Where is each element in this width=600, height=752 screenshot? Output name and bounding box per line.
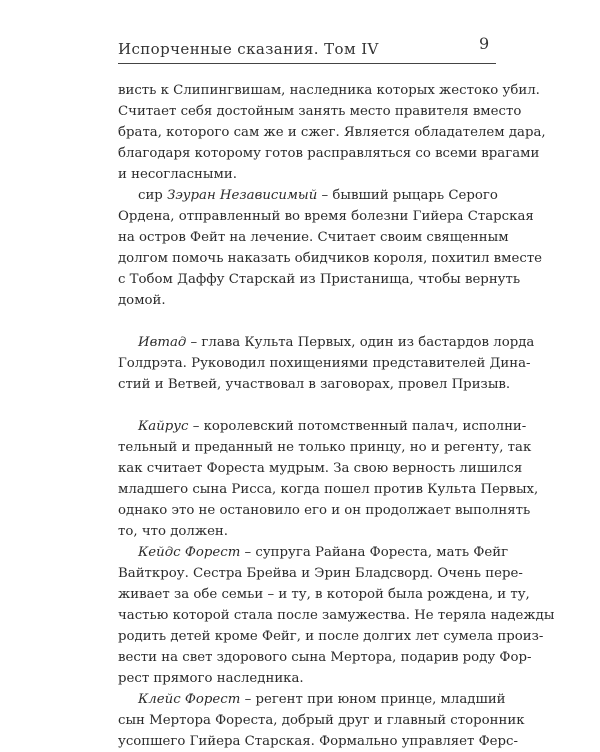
text-line: долгом помочь наказать обидчиков короля, похитил вместе (118, 251, 543, 266)
paragraph-kleis (118, 689, 525, 752)
paragraph-kairus (118, 416, 539, 542)
paragraph-ivtad (118, 332, 535, 395)
paragraph-keids (118, 542, 555, 689)
text-line: и несогласными. (118, 167, 237, 182)
header-rule (118, 63, 496, 64)
text-line: родить детей кроме Фейг, и после долгих лет сумела произ- (118, 629, 544, 644)
paragraph-spacer (118, 311, 502, 332)
character-name: Ивтад (138, 335, 187, 350)
entry-text: – супруга Райана Фореста, мать Фейг (240, 545, 509, 560)
text-line: Вайткроу. Сестра Брейва и Эрин Бладсворд. Очень пере- (118, 566, 523, 581)
text-line (118, 416, 527, 437)
text-line: Ордена, отправленный во время болезни Гийера Старская (118, 209, 534, 224)
text-line: брата, которого сам же и сжег. Является обладателем дара, (118, 125, 546, 140)
entry-text: – глава Культа Первых, один из бастардов лорда (186, 335, 535, 350)
text-line: живает за обе семьи – и ту, в которой была рождена, и ту, (118, 587, 530, 602)
character-name: Кейдс Форест (138, 545, 241, 560)
character-name: Зэуран Независимый (167, 188, 318, 203)
entry-text: – королевский потомственный палач, исполни- (188, 419, 527, 434)
text-line: однако это не остановило его и он продолжает выполнять (118, 503, 531, 518)
text-line: тельный и преданный не только принцу, но и регенту, так (118, 440, 532, 455)
paragraph-intro (118, 80, 546, 185)
text-line (118, 689, 506, 710)
entry-prefix: сир (138, 188, 168, 203)
character-name: Клейс Форест (138, 692, 241, 707)
character-name: Кайрус (138, 419, 189, 434)
text-line: рест прямого наследника. (118, 671, 304, 686)
text-line (118, 542, 509, 563)
running-head-title: Испорченные сказания. Том IV (118, 40, 379, 58)
text-line (118, 332, 535, 353)
text-line: Голдрэта. Руководил похищениями представителей Дина- (118, 356, 531, 371)
text-line: сын Мертора Фореста, добрый друг и главный сторонник (118, 713, 525, 728)
entry-text: – бывший рыцарь Серого (317, 188, 498, 203)
text-line: вести на свет здорового сына Мертора, подарив роду Фор- (118, 650, 532, 665)
text-line: домой. (118, 293, 166, 308)
paragraph-spacer (118, 395, 502, 416)
text-line: висть к Слипингвишам, наследника которых жестоко убил. (118, 83, 540, 98)
text-line (118, 185, 502, 206)
text-line: младшего сына Рисса, когда пошел против Культа Первых, (118, 482, 539, 497)
text-line: то, что должен. (118, 524, 229, 539)
page-number: 9 (479, 34, 490, 53)
text-line: частью которой стала после замужества. Не теряла надежды (118, 608, 555, 623)
text-line: как считает Фореста мудрым. За свою верность лишился (118, 461, 523, 476)
text-line: на остров Фейт на лечение. Считает своим священным (118, 230, 509, 245)
entry-text: – регент при юном принце, младший (240, 692, 506, 707)
text-line: Считает себя достойным занять место правителя вместо (118, 104, 522, 119)
text-line: усопшего Гийера Старская. Формально управляет Ферс- (118, 734, 518, 749)
paragraph-zeuran (118, 185, 543, 311)
text-line: с Тобом Даффу Старскай из Пристанища, чтобы вернуть (118, 272, 521, 287)
text-line: стий и Ветвей, участвовал в заговорах, провел Призыв. (118, 377, 511, 392)
text-line: благодаря которому готов расправляться со всеми врагами (118, 146, 540, 161)
page-body (118, 80, 555, 752)
